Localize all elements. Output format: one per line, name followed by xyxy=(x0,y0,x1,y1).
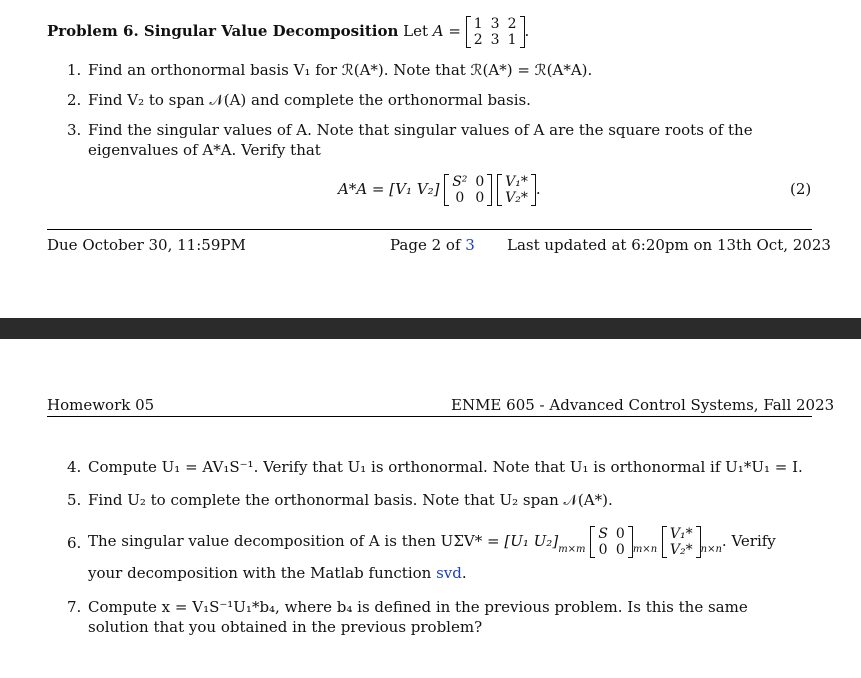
item-text: Compute U₁ = AV₁S⁻¹. Verify that U₁ is orthonormal. Note that U₁ is orthonormal if U₁*U₁ = I. xyxy=(88,458,803,476)
a-23: 1 xyxy=(507,32,517,48)
matlab-text: your decomposition with the Matlab function xyxy=(88,564,432,582)
item-number: 4. xyxy=(67,458,82,476)
top-page xyxy=(0,0,861,318)
eq-m12: 0 xyxy=(475,174,485,190)
a-22: 3 xyxy=(490,32,500,48)
list-item xyxy=(67,519,817,582)
bottom-page xyxy=(0,339,861,678)
problem-label: Problem 6. Singular Value Decomposition xyxy=(47,22,399,40)
a-12: 3 xyxy=(490,16,500,32)
item-number: 5. xyxy=(67,491,82,509)
s-12: 0 xyxy=(615,526,625,542)
equation-2: A*A = [V₁ V₂] S² 0 0 0 V₁* V₂* . xyxy=(338,174,541,206)
item-text: Find an orthonormal basis V₁ for ℛ(A*). Note that ℛ(A*) = ℛ(A*A). xyxy=(88,61,593,79)
a-21: 2 xyxy=(473,32,483,48)
a-13: 2 xyxy=(507,16,517,32)
equation-number: (2) xyxy=(790,180,812,198)
page-separator xyxy=(0,318,861,339)
item-number: 2. xyxy=(67,91,82,109)
item-number: 6. xyxy=(67,534,82,552)
eq-m21: 0 xyxy=(455,190,465,206)
s-21: 0 xyxy=(598,542,608,558)
period: . xyxy=(461,564,467,582)
u-block: [U₁ U₂] xyxy=(504,532,559,550)
s-11: S xyxy=(598,526,608,542)
matrix-name: A = xyxy=(432,22,461,40)
sigma-sub: m×n xyxy=(632,544,658,555)
item-text: Find V₂ to span 𝒩(A) and complete the orthonormal basis. xyxy=(88,91,531,109)
item-text: Find the singular values of A. Note that singular values of A are the square roots of the eigenvalues of A*A. Verify that xyxy=(88,121,753,159)
eq-v1: V₁* xyxy=(505,174,528,190)
v-sub: n×n xyxy=(700,544,722,555)
problem-intro: Let xyxy=(403,22,429,40)
item-text: Compute x = V₁S⁻¹U₁*b₄, where b₄ is defined in the previous problem. Is this the same solution that you obtained in the previous problem? xyxy=(88,598,748,636)
eq-m22: 0 xyxy=(475,190,485,206)
item-number: 3. xyxy=(67,121,82,139)
svd-text: The singular value decomposition of A is then UΣV* = xyxy=(88,532,500,550)
v-1: V₁* xyxy=(669,526,693,542)
footer-updated: Last updated at 6:20pm on 13th Oct, 2023 xyxy=(507,236,831,254)
eq-v2: V₂* xyxy=(505,190,528,206)
svd-link[interactable]: svd xyxy=(436,564,462,582)
header-right: ENME 605 - Advanced Control Systems, Fall 2023 xyxy=(451,396,835,414)
footer-page xyxy=(390,236,475,254)
header-rule xyxy=(47,416,812,417)
a-11: 1 xyxy=(473,16,483,32)
item-number: 1. xyxy=(67,61,82,79)
equation-lhs: A*A = [V₁ V₂] xyxy=(338,180,440,198)
equation-v-block xyxy=(497,174,536,206)
s-22: 0 xyxy=(615,542,625,558)
footer-due: Due October 30, 11:59PM xyxy=(47,236,246,254)
v-block xyxy=(662,526,701,558)
verify-text: . Verify xyxy=(721,532,776,550)
v-2: V₂* xyxy=(669,542,693,558)
item-text-line-2 xyxy=(88,563,813,583)
item-number: 7. xyxy=(67,598,82,616)
footer-rule xyxy=(47,229,812,230)
sigma-block xyxy=(590,526,633,558)
page-prefix: Page 2 of xyxy=(390,236,461,254)
matrix-a xyxy=(466,16,525,48)
problem-heading: Problem 6. Singular Value Decomposition Let A = 1 3 2 2 3 1 . xyxy=(47,16,530,48)
header-left: Homework 05 xyxy=(47,396,155,414)
item-text: Find U₂ to complete the orthonormal basis. Note that U₂ span 𝒩(A*). xyxy=(88,491,613,509)
equation-sigma-block xyxy=(444,174,492,206)
page-total-link[interactable]: 3 xyxy=(465,236,475,254)
u-sub: m×m xyxy=(558,544,586,555)
eq-m11: S² xyxy=(452,174,468,190)
